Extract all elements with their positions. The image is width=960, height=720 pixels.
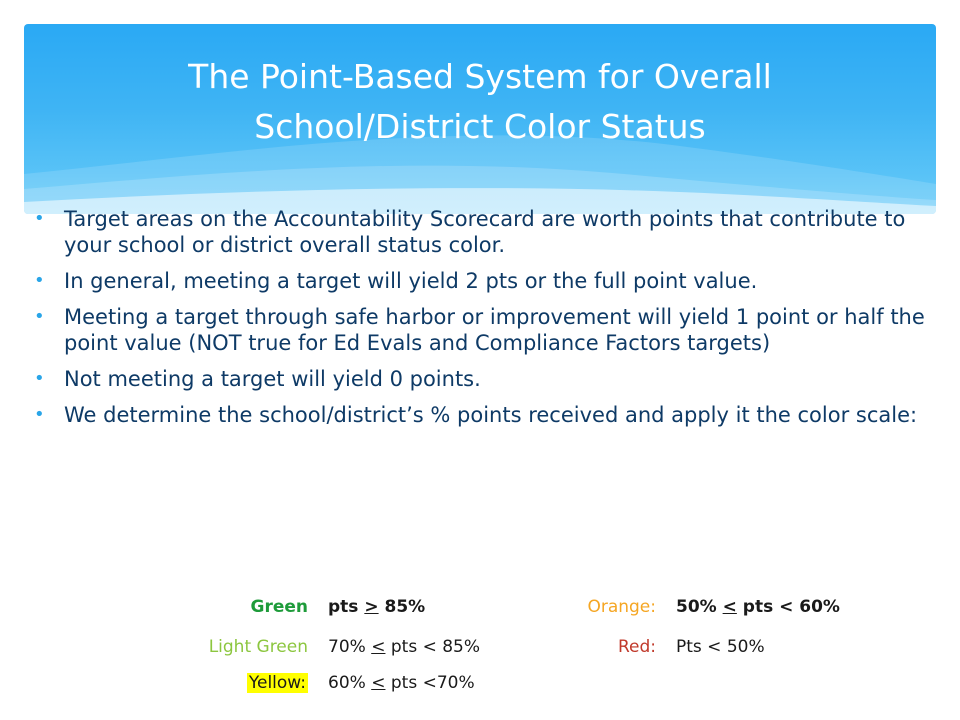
bullet-dot-icon: • [34, 306, 45, 327]
scale-red-label: Red: [617, 637, 656, 657]
bullet-dot-icon: • [34, 404, 45, 425]
slide-title-line1: The Point-Based System for Overall [188, 57, 772, 96]
scale-yellow-range [328, 672, 548, 694]
range-part: pts [328, 597, 365, 617]
title-banner [24, 24, 936, 214]
range-symbol: < [371, 673, 386, 693]
range-part: pts < 85% [385, 637, 481, 657]
range-part: pts <70% [385, 673, 475, 693]
bullet-text: Not meeting a target will yield 0 points. [64, 367, 481, 391]
range-part: 70% [328, 637, 372, 657]
range-part: 50% [676, 597, 723, 617]
bullet-dot-icon: • [34, 368, 45, 389]
range-symbol: > [364, 597, 379, 617]
bullet-text: We determine the school/district’s % points received and apply it the color scale: [64, 403, 918, 427]
bullet-text: Target areas on the Accountability Scorecard are worth points that contribute to your school or district overall status color. [64, 207, 906, 257]
range-part: pts < 60% [736, 597, 840, 617]
scale-light-green-range [328, 636, 548, 658]
bullet-dot-icon: • [34, 208, 45, 229]
scale-red-range: Pts < 50% [676, 637, 765, 657]
range-part: 85% [378, 597, 426, 617]
bullet-item [34, 206, 934, 258]
range-symbol: < [722, 597, 737, 617]
yellow-highlight: Yellow: [248, 673, 306, 693]
slide-title-line2: School/District Color Status [254, 107, 706, 146]
bullet-text: Meeting a target through safe harbor or improvement will yield 1 point or half the point value (NOT true for Ed Evals and Compliance Factors targets) [64, 305, 925, 355]
bullet-item [34, 268, 934, 294]
scale-orange-range [676, 596, 896, 618]
bullet-text: In general, meeting a target will yield 2 pts or the full point value. [64, 269, 758, 293]
bullet-item [34, 304, 934, 356]
scale-orange-label: Orange: [587, 597, 656, 617]
range-part: 60% [328, 673, 372, 693]
range-symbol: < [371, 637, 386, 657]
slide-title [24, 52, 936, 152]
bullet-list [34, 206, 934, 438]
scale-yellow-label [190, 672, 308, 694]
scale-light-green-label: Light Green [208, 637, 308, 657]
scale-green-range [328, 596, 528, 618]
scale-green-label: Green [250, 597, 308, 617]
bullet-item [34, 402, 934, 428]
bullet-dot-icon: • [34, 270, 45, 291]
bullet-item [34, 366, 934, 392]
